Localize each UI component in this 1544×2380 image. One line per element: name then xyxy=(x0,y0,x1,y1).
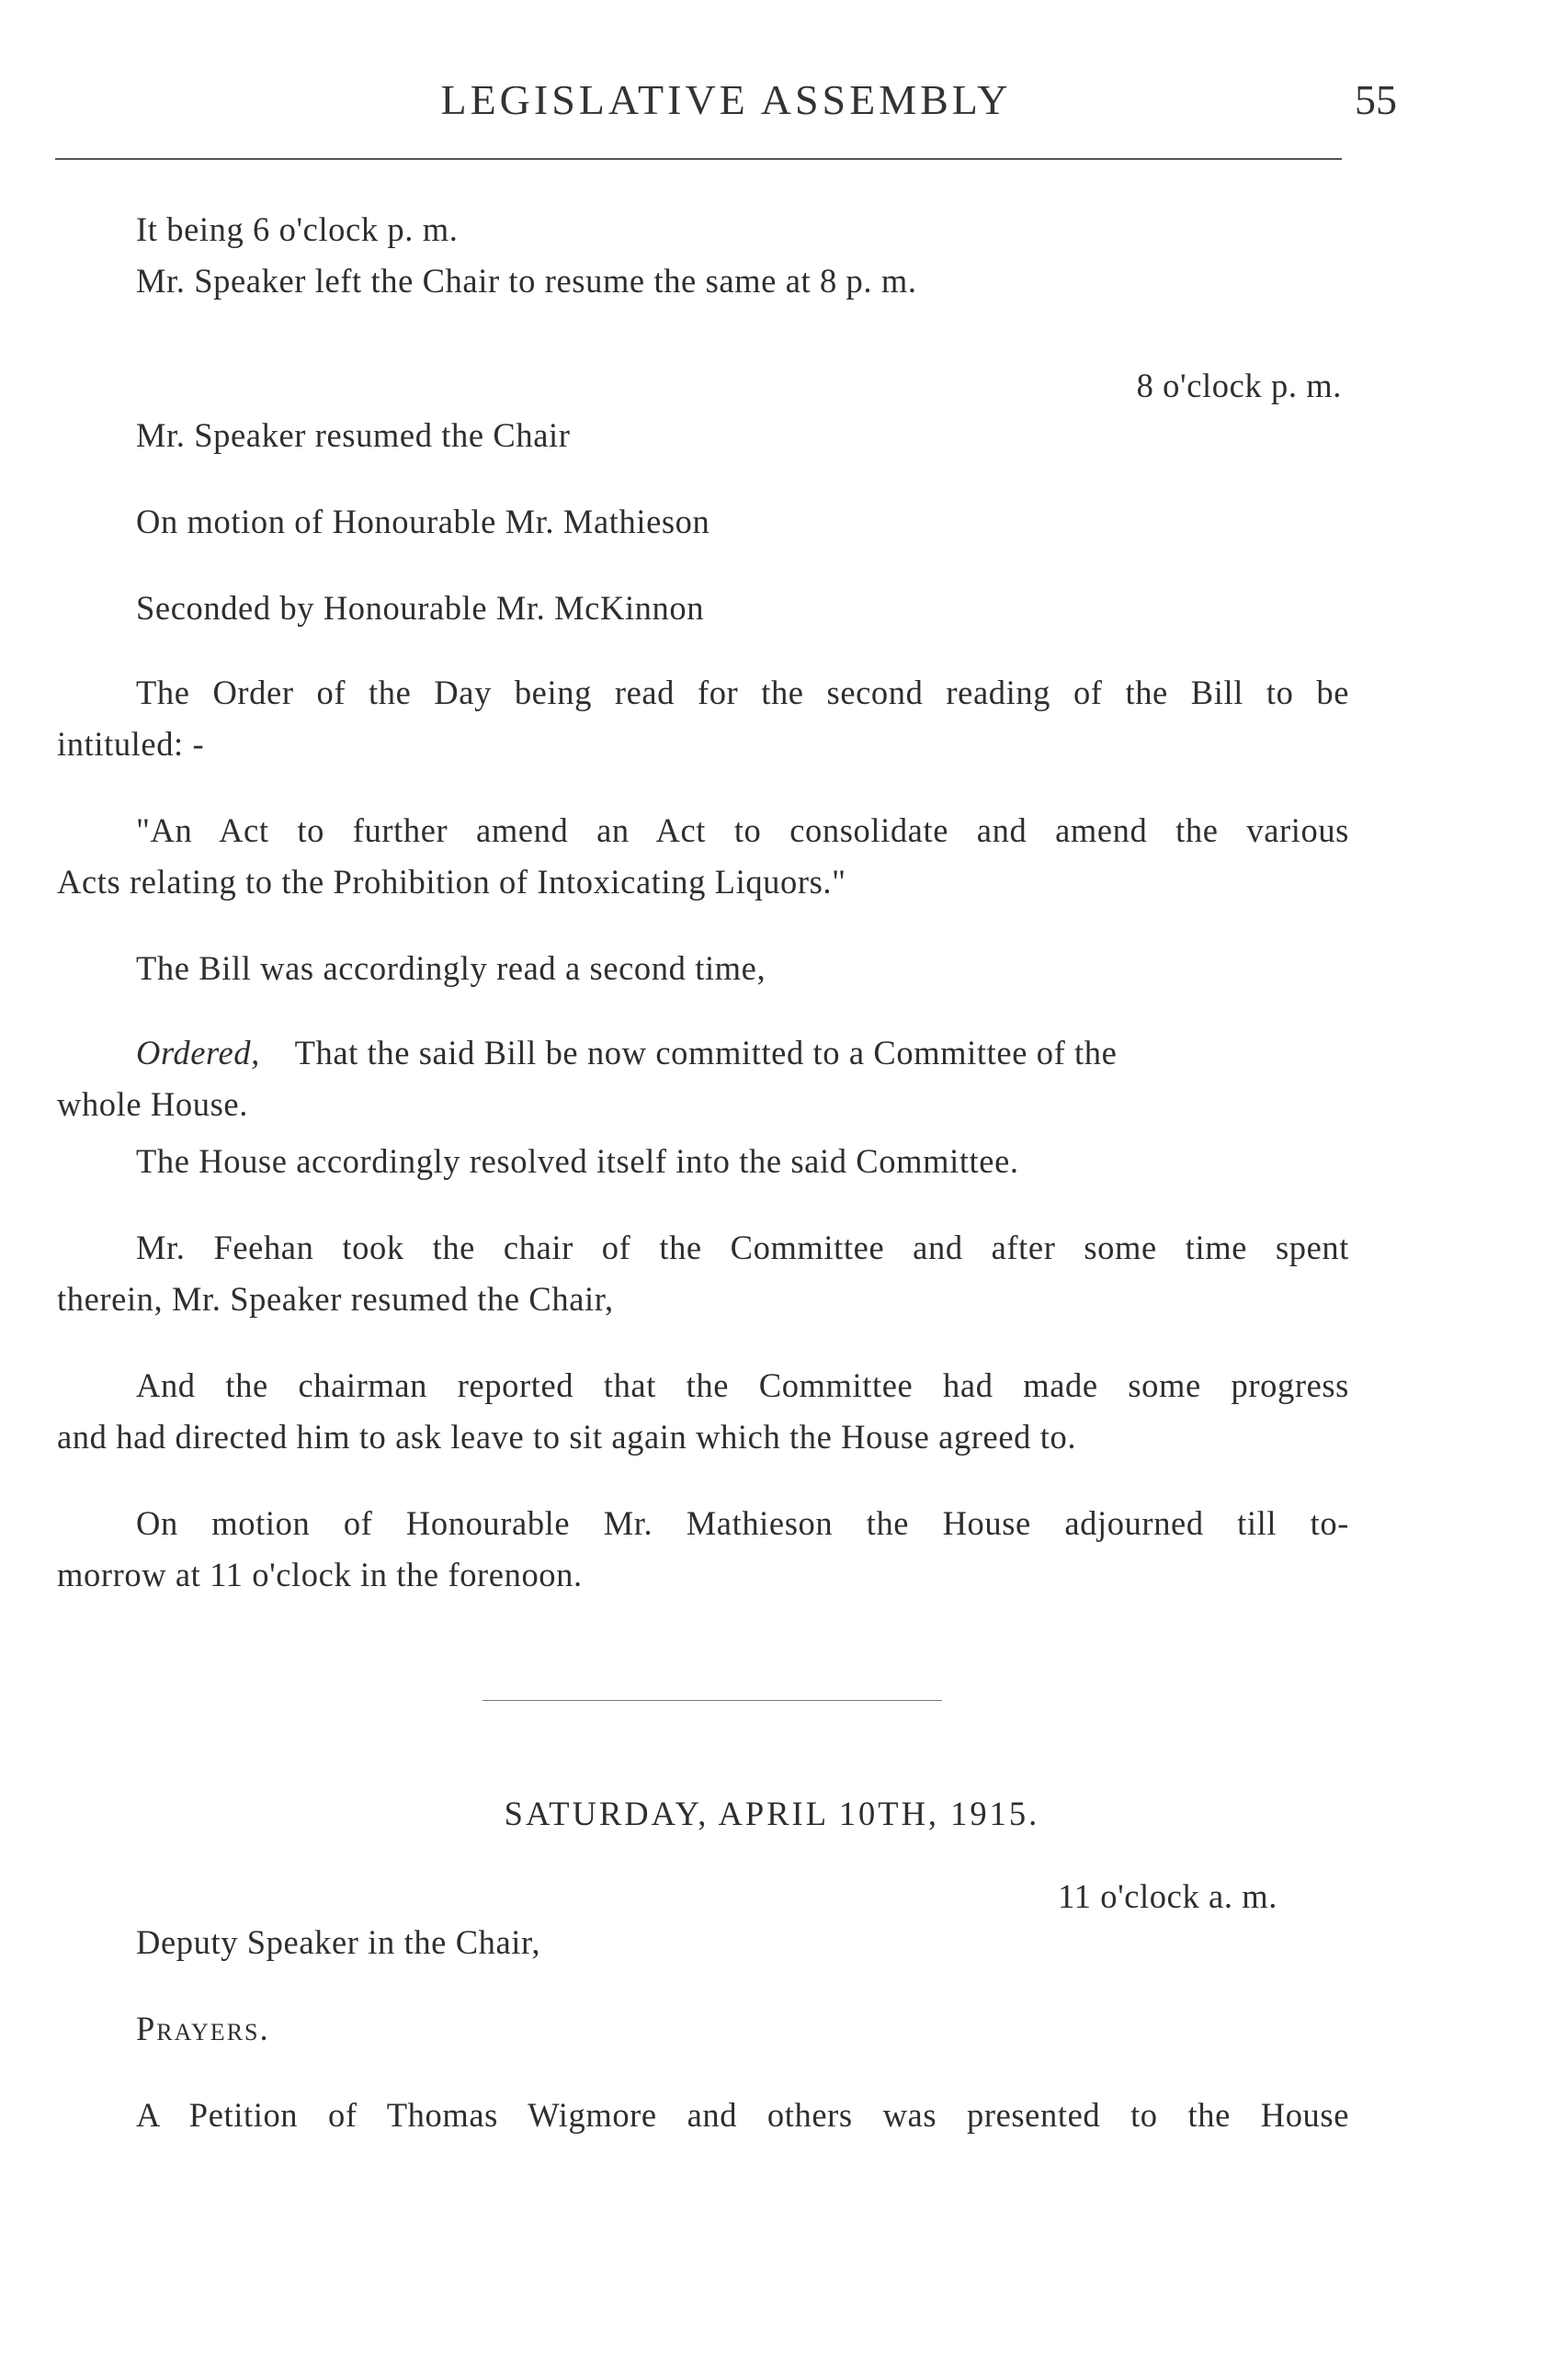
paragraph-six-oclock: It being 6 o'clock p. m. xyxy=(136,210,459,248)
paragraph-chairman-line1: And the chairman reported that the Committee had made some progress xyxy=(136,1366,1349,1404)
paragraph-chairman-line2: and had directed him to ask leave to sit again which the House agreed to. xyxy=(57,1418,1077,1456)
paragraph-order-of-day-line1: The Order of the Day being read for the second reading of the Bill to be xyxy=(136,674,1349,711)
paragraph-seconded: Seconded by Honourable Mr. McKinnon xyxy=(136,589,705,627)
page-number: 55 xyxy=(1355,76,1397,123)
running-title: LEGISLATIVE ASSEMBLY xyxy=(440,76,1012,123)
paragraph-ordered-line2: whole House. xyxy=(57,1085,248,1123)
section-separator xyxy=(482,1700,942,1701)
prayers-heading: Prayers. xyxy=(136,2010,270,2047)
date-heading: SATURDAY, APRIL 10TH, 1915. xyxy=(504,1795,1040,1832)
bill-title-line2: Acts relating to the Prohibition of Intoxicating Liquors." xyxy=(57,863,846,901)
time-eleven-am: 11 o'clock a. m. xyxy=(1058,1877,1277,1915)
paragraph-petition: A Petition of Thomas Wigmore and others was presented to the House xyxy=(136,2096,1349,2134)
ordered-label: Ordered, xyxy=(136,1034,260,1071)
paragraph-order-of-day-line2: intituled: - xyxy=(57,725,205,763)
paragraph-speaker-resumed: Mr. Speaker resumed the Chair xyxy=(136,416,571,454)
paragraph-adjourned-line2: morrow at 11 o'clock in the forenoon. xyxy=(57,1556,583,1593)
paragraph-second-reading: The Bill was accordingly read a second time, xyxy=(136,949,766,987)
paragraph-deputy-speaker: Deputy Speaker in the Chair, xyxy=(136,1923,541,1961)
paragraph-adjourned-line1: On motion of Honourable Mr. Mathieson the House adjourned till to- xyxy=(136,1504,1349,1542)
header-rule xyxy=(55,158,1342,160)
time-eight-pm: 8 o'clock p. m. xyxy=(1136,367,1342,404)
paragraph-house-resolved: The House accordingly resolved itself into the said Committee. xyxy=(136,1142,1019,1180)
paragraph-feehan-line2: therein, Mr. Speaker resumed the Chair, xyxy=(57,1280,614,1318)
paragraph-ordered-line1 xyxy=(136,1027,1349,1079)
page-header xyxy=(55,75,1397,140)
paragraph-speaker-left: Mr. Speaker left the Chair to resume the same at 8 p. m. xyxy=(136,262,917,300)
bill-title-line1: "An Act to further amend an Act to consolidate and amend the various xyxy=(136,811,1349,849)
paragraph-feehan-line1: Mr. Feehan took the chair of the Committee and after some time spent xyxy=(136,1229,1349,1266)
paragraph-motion: On motion of Honourable Mr. Mathieson xyxy=(136,503,710,540)
ordered-text: That the said Bill be now committed to a Committee of the xyxy=(294,1034,1118,1071)
